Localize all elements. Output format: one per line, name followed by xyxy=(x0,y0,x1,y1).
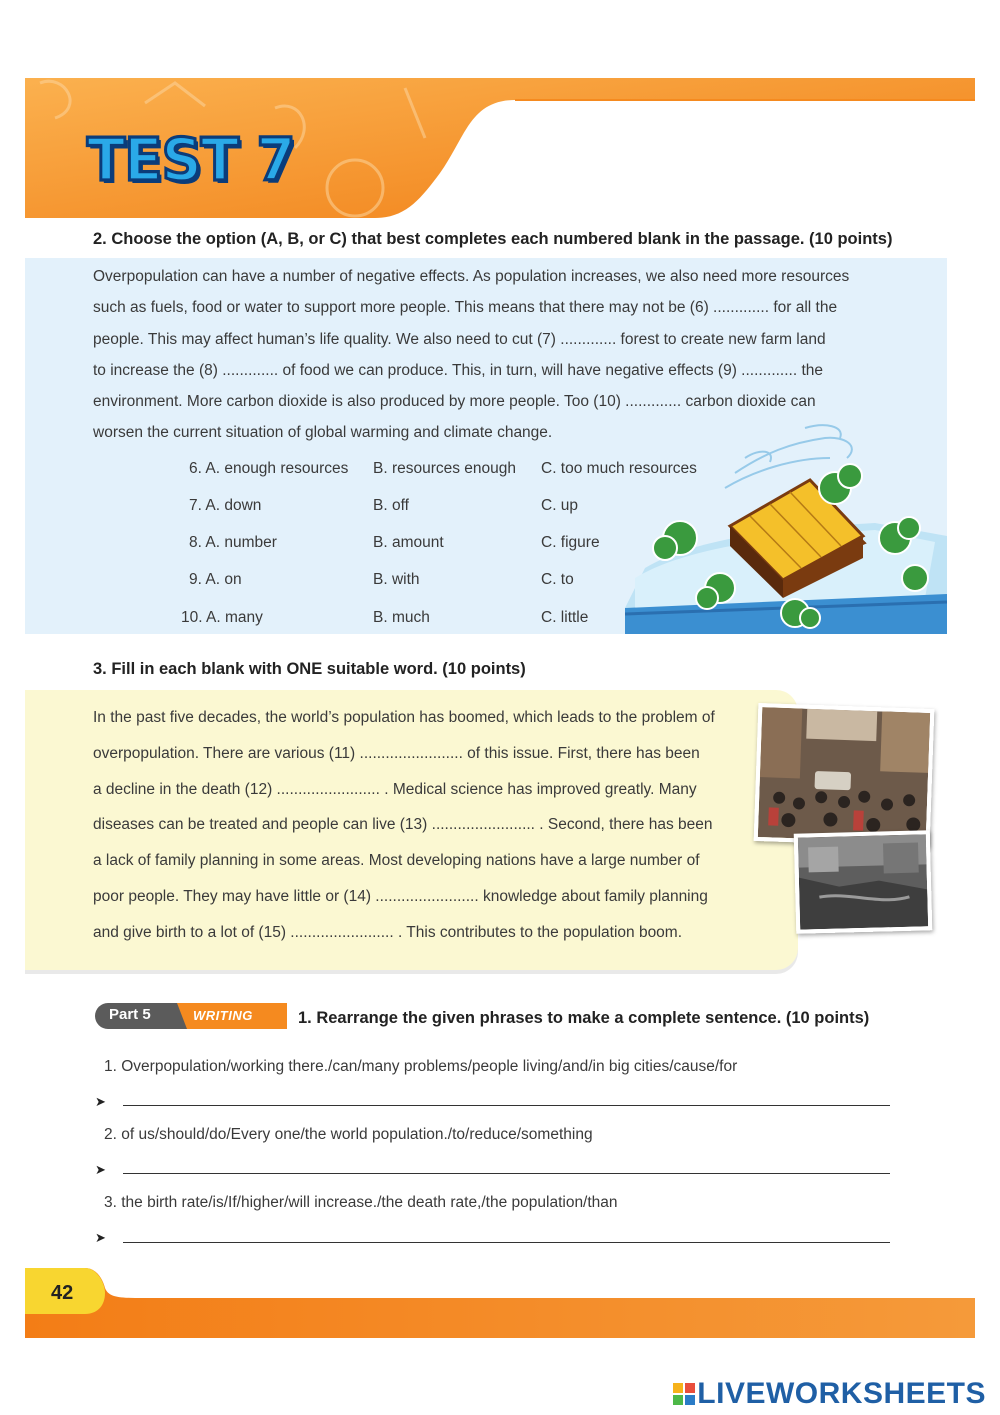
section2-title: 2. Choose the option (A, B, or C) that best completes each numbered blank in the passage. (10 points) xyxy=(93,230,893,248)
passage-line: environment. More carbon dioxide is also produced by more people. Too (10) ............. carbon dioxide can xyxy=(93,393,816,411)
brand-name: LIVEWORKSHEETS xyxy=(697,1377,986,1410)
rearrange-item-1: 1. Overpopulation/working there./can/many problems/people living/and/in big cities/cause/for xyxy=(104,1058,738,1075)
arrow-icon: ➤ xyxy=(95,1094,106,1109)
liveworksheets-brand[interactable] xyxy=(673,1377,986,1411)
option-9b[interactable]: B. with xyxy=(373,571,420,588)
crowd-photo xyxy=(754,703,935,847)
passage-line: worsen the current situation of global warming and climate change. xyxy=(93,424,553,442)
option-10b[interactable]: B. much xyxy=(373,609,430,626)
rearrange-item-3: 3. the birth rate/is/If/higher/will increase./the death rate,/the population/than xyxy=(104,1194,618,1211)
passage-line: Overpopulation can have a number of negative effects. As population increases, we also need more resources xyxy=(93,268,850,285)
passage-line: In the past five decades, the world’s population has boomed, which leads to the problem of xyxy=(93,709,715,726)
passage-line: and give birth to a lot of (15) ........................ . This contributes to the population boom. xyxy=(93,923,683,941)
part5-labels xyxy=(95,1002,287,1030)
option-6a[interactable]: 6. A. enough resources xyxy=(189,460,349,477)
option-8a[interactable]: 8. A. number xyxy=(189,534,277,551)
option-6c[interactable]: C. too much resources xyxy=(541,460,697,477)
passage-line: a decline in the death (12) ........................ . Medical science has improved greatly. Many xyxy=(93,780,697,798)
option-7c[interactable]: C. up xyxy=(541,497,579,514)
liveworksheets-logo-icon xyxy=(673,1383,695,1405)
option-9c[interactable]: C. to xyxy=(541,571,574,588)
part5-title: 1. Rearrange the given phrases to make a complete sentence. (10 points) xyxy=(298,1009,870,1027)
option-8b[interactable]: B. amount xyxy=(373,534,444,551)
slum-photo xyxy=(794,830,933,934)
rearrange-item-2: 2. of us/should/do/Every one/the world population./to/reduce/something xyxy=(104,1126,593,1143)
option-9a[interactable]: 9. A. on xyxy=(189,571,242,588)
option-7a[interactable]: 7. A. down xyxy=(189,497,262,514)
section3-passage xyxy=(93,700,773,951)
option-8c[interactable]: C. figure xyxy=(541,534,600,551)
page-header xyxy=(25,78,975,218)
passage-line: overpopulation. There are various (11) ........................ of this issue. First, there has been xyxy=(93,744,700,762)
footer-banner xyxy=(25,1268,975,1338)
option-7b[interactable]: B. off xyxy=(373,497,409,514)
option-10c[interactable]: C. little xyxy=(541,609,589,626)
arrow-icon: ➤ xyxy=(95,1162,106,1177)
flood-house-illustration xyxy=(625,418,947,634)
part-label: Part 5 xyxy=(109,1006,151,1023)
page-number: 42 xyxy=(51,1282,74,1304)
skill-label: WRITING xyxy=(193,1008,253,1023)
passage-line: such as fuels, food or water to support more people. This means that there may not be (6) ............. for all the xyxy=(93,299,838,317)
page-footer xyxy=(25,1268,975,1338)
passage-line: poor people. They may have little or (14) ........................ knowledge about family planning xyxy=(93,887,708,905)
option-10a[interactable]: 10. A. many xyxy=(181,609,263,626)
test-title: TEST 7 xyxy=(87,126,295,195)
section3-title: 3. Fill in each blank with ONE suitable word. (10 points) xyxy=(93,660,526,678)
passage-line: to increase the (8) ............. of food we can produce. This, in turn, will have negative effects (9) ............. the xyxy=(93,361,824,379)
passage-line: a lack of family planning in some areas. Most developing nations have a large number of xyxy=(93,852,700,870)
answer-line-1[interactable] xyxy=(123,1105,890,1106)
answer-line-3[interactable] xyxy=(123,1242,890,1243)
option-6b[interactable]: B. resources enough xyxy=(373,460,517,477)
passage-line: diseases can be treated and people can live (13) ........................ . Second, there has been xyxy=(93,816,713,834)
passage-line: people. This may affect human’s life quality. We also need to cut (7) ............. forest to create new farm land xyxy=(93,330,826,348)
answer-line-2[interactable] xyxy=(123,1173,890,1174)
arrow-icon: ➤ xyxy=(95,1230,106,1245)
